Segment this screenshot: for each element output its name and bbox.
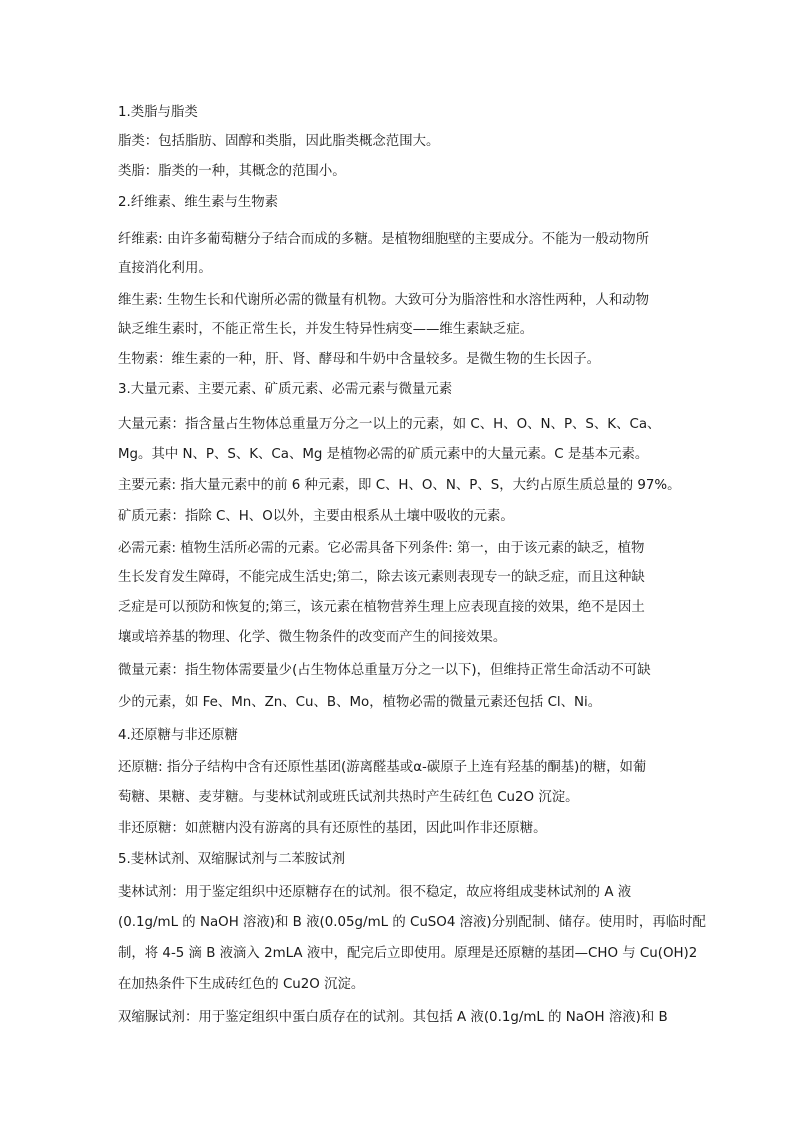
- paragraph-line: 乏症是可以预防和恢复的;第三，该元素在植物营养生理上应表现直接的效果，绝不是因土: [118, 600, 645, 615]
- section-heading: 2.纤维素、维生素与生物素: [118, 195, 279, 210]
- paragraph-line: 维生素: 生物生长和代谢所必需的微量有机物。大致可分为脂溶性和水溶性两种，人和动物: [118, 293, 649, 308]
- paragraph-line: 微量元素：指生物体需要量少(占生物体总重量万分之一以下)，但维持正常生命活动不可缺: [118, 663, 651, 678]
- paragraph-line: 还原糖: 指分子结构中含有还原性基团(游离醛基或α-碳原子上连有羟基的酮基)的糖，如葡: [118, 760, 647, 775]
- paragraph-line: 壤或培养基的物理、化学、微生物条件的改变而产生的间接效果。: [118, 630, 507, 645]
- paragraph-line: 直接消化利用。: [118, 261, 212, 276]
- paragraph-line: 类脂：脂类的一种，其概念的范围小。: [118, 164, 346, 179]
- paragraph-line: 矿质元素：指除 C、H、O以外，主要由根系从土壤中吸收的元素。: [118, 509, 514, 524]
- paragraph-line: 在加热条件下生成砖红色的 Cu2O 沉淀。: [118, 977, 365, 992]
- paragraph-line: 纤维素: 由许多葡萄糖分子结合而成的多糖。是植物细胞壁的主要成分。不能为一般动物所: [118, 232, 649, 247]
- paragraph-line: 制，将 4-5 滴 B 液滴入 2mLA 液中，配完后立即使用。原理是还原糖的基团—CHO 与 Cu(OH)2: [118, 946, 698, 961]
- paragraph-line: 萄糖、果糖、麦芽糖。与斐林试剂或班氏试剂共热时产生砖红色 Cu2O 沉淀。: [118, 790, 579, 805]
- paragraph-line: 脂类：包括脂肪、固醇和类脂，因此脂类概念范围大。: [118, 134, 440, 149]
- paragraph-line: 生物素：维生素的一种，肝、肾、酵母和牛奶中含量较多。是微生物的生长因子。: [118, 352, 601, 367]
- section-heading: 3.大量元素、主要元素、矿质元素、必需元素与微量元素: [118, 382, 453, 397]
- paragraph-line: 必需元素: 植物生活所必需的元素。它必需具备下列条件: 第一，由于该元素的缺乏，植物: [118, 541, 645, 556]
- paragraph-line: 斐林试剂：用于鉴定组织中还原糖存在的试剂。很不稳定，故应将组成斐林试剂的 A 液: [118, 885, 632, 900]
- paragraph-line: 生长发育发生障碍，不能完成生活史;第二，除去该元素则表现专一的缺乏症，而且这种缺: [118, 570, 645, 585]
- paragraph-line: 大量元素：指含量占生物体总重量万分之一以上的元素，如 C、H、O、N、P、S、K、Ca、: [118, 417, 661, 432]
- paragraph-line: 少的元素，如 Fe、Mn、Zn、Cu、B、Mo，植物必需的微量元素还包括 Cl、Ni。: [118, 695, 602, 710]
- paragraph-line: 主要元素: 指大量元素中的前 6 种元素，即 C、H、O、N、P、S，大约占原生质总量的 97%。: [118, 478, 681, 493]
- section-heading: 1.类脂与脂类: [118, 105, 198, 120]
- section-heading: 4.还原糖与非还原糖: [118, 728, 238, 743]
- paragraph-line: (0.1g/mL 的 NaOH 溶液)和 B 液(0.05g/mL 的 CuSO4 溶液)分别配制、储存。使用时，再临时配: [118, 915, 706, 930]
- paragraph-line: 双缩脲试剂：用于鉴定组织中蛋白质存在的试剂。其包括 A 液(0.1g/mL 的 NaOH 溶液)和 B: [118, 1010, 668, 1025]
- paragraph-line: Mg。其中 N、P、S、K、Ca、Mg 是植物必需的矿质元素中的大量元素。C 是基本元素。: [118, 447, 649, 462]
- paragraph-line: 缺乏维生素时，不能正常生长，并发生特异性病变——维生素缺乏症。: [118, 322, 534, 337]
- paragraph-line: 非还原糖：如蔗糖内没有游离的具有还原性的基团，因此叫作非还原糖。: [118, 821, 547, 836]
- section-heading: 5.斐林试剂、双缩脲试剂与二苯胺试剂: [118, 852, 346, 867]
